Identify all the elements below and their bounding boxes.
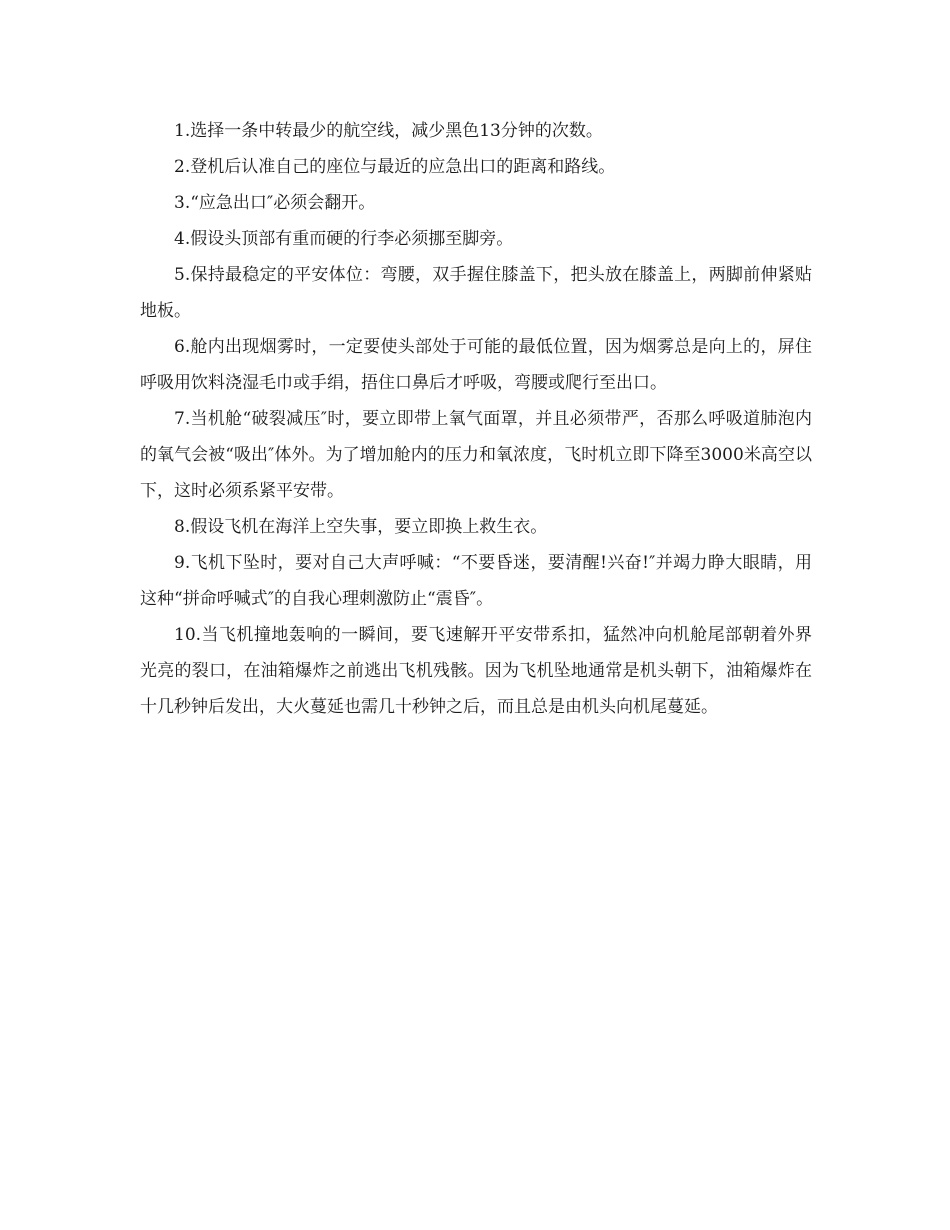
paragraph-8: 8.假设飞机在海洋上空失事，要立即换上救生衣。 xyxy=(174,517,548,537)
paragraph-7: 7.当机舱“破裂减压″时，要立即带上氧气面罩，并且必须带严，否那么呼吸道肺泡内的氧气会被“吸出″体外。为了增加舱内的压力和氧浓度，飞时机立即下降至3000米高空以下，这时必须系紧平安带。 xyxy=(140,409,812,501)
paragraph-9: 9.飞机下坠时，要对自己大声呼喊：“不要昏迷，要清醒!兴奋!″并竭力睁大眼睛，用这种“拼命呼喊式″的自我心理刺激防止“震昏″。 xyxy=(140,553,812,609)
paragraph-4: 4.假设头顶部有重而硬的行李必须挪至脚旁。 xyxy=(174,229,514,249)
paragraph-6: 6.舱内出现烟雾时，一定要使头部处于可能的最低位置，因为烟雾总是向上的，屏住呼吸用饮料浇湿毛巾或手绢，捂住口鼻后才呼吸，弯腰或爬行至出口。 xyxy=(140,337,812,393)
paragraph-5: 5.保持最稳定的平安体位：弯腰，双手握住膝盖下，把头放在膝盖上，两脚前伸紧贴地板。 xyxy=(140,265,812,321)
paragraph-2: 2.登机后认准自己的座位与最近的应急出口的距离和路线。 xyxy=(174,157,616,177)
paragraph-3: 3.“应急出口″必须会翻开。 xyxy=(174,193,376,213)
document-body xyxy=(140,113,812,725)
paragraph-10: 10.当飞机撞地轰响的一瞬间，要飞速解开平安带系扣，猛然冲向机舱尾部朝着外界光亮的裂口，在油箱爆炸之前逃出飞机残骸。因为飞机坠地通常是机头朝下，油箱爆炸在十几秒钟后发出，大火蔓延也需几十秒钟之后，而且总是由机头向机尾蔓延。 xyxy=(140,625,812,717)
paragraph-1: 1.选择一条中转最少的航空线，减少黑色13分钟的次数。 xyxy=(174,121,603,141)
